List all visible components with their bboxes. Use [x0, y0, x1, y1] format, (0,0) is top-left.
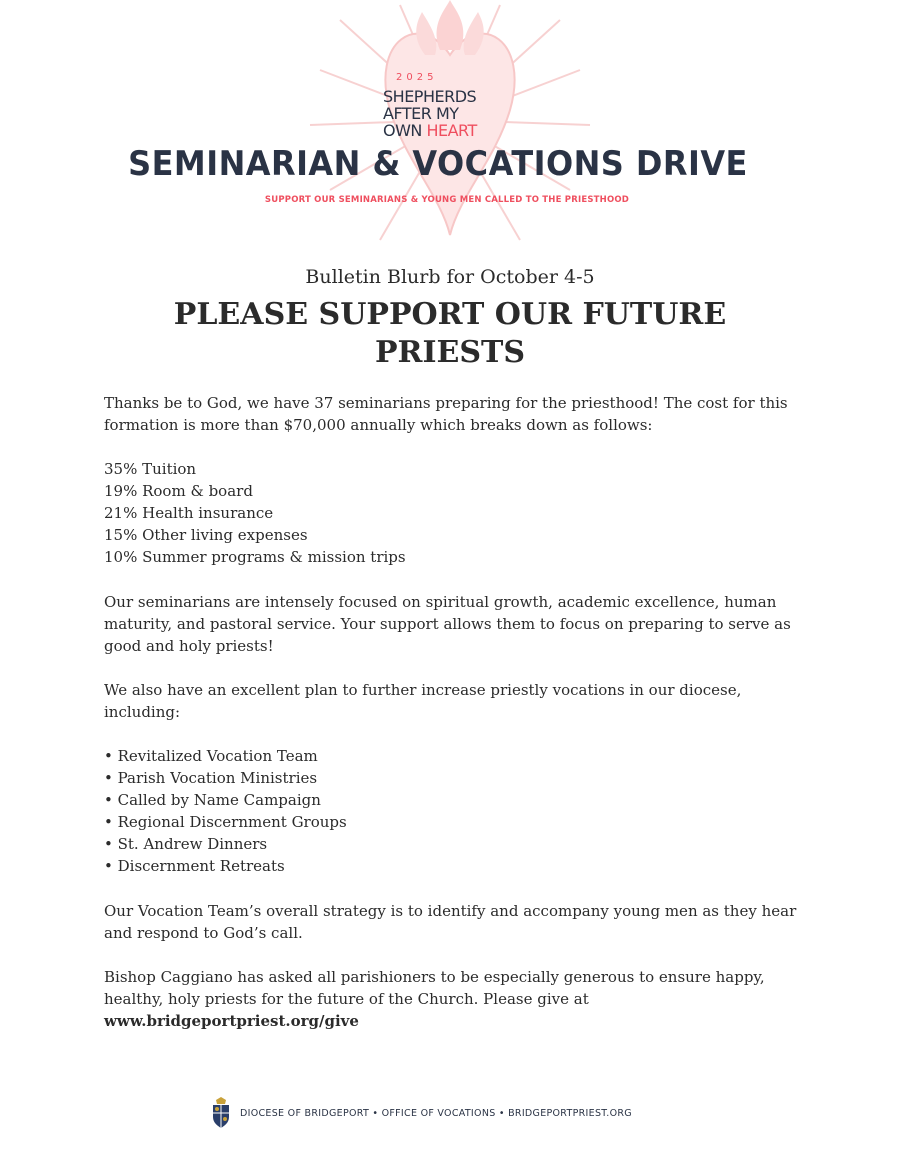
drive-subtitle: SUPPORT OUR SEMINARIANS & YOUNG MEN CALLED TO THE PRIESTHOOD [264, 195, 630, 205]
footer [210, 1097, 690, 1129]
logo-line-1: SHEPHERDS [383, 87, 477, 106]
list-item: • Parish Vocation Ministries [104, 769, 318, 787]
list-item: 21% Health insurance [104, 504, 274, 522]
give-link[interactable]: www.bridgeportpriest.org/give [104, 1012, 359, 1030]
list-item: • Revitalized Vocation Team [104, 747, 318, 765]
list-item: • St. Andrew Dinners [104, 835, 268, 853]
logo-line-3 [383, 122, 523, 139]
footer-text: DIOCESE OF BRIDGEPORT • OFFICE OF VOCATIONS • BRIDGEPORTPRIEST.ORG [240, 1107, 632, 1119]
logo-line-2: AFTER MY [383, 104, 459, 123]
blurb-title: PLEASE SUPPORT OUR FUTURE PRIESTS [173, 297, 727, 370]
intro-paragraph: Thanks be to God, we have 37 seminarians preparing for the priesthood! The cost for this formation is more than $70,000 annually which breaks down as follows: [104, 394, 788, 434]
logo-line-3-accent: HEART [426, 121, 477, 140]
list-item: 15% Other living expenses [104, 526, 308, 544]
header-banner [0, 0, 900, 245]
list-item: 35% Tuition [104, 460, 197, 478]
list-item: • Discernment Retreats [104, 857, 285, 875]
list-item: 10% Summer programs & mission trips [104, 548, 406, 566]
focus-paragraph: Our seminarians are intensely focused on spiritual growth, academic excellence, human maturity, and pastoral service. Your support allows them to focus on preparing to serve as good and holy priests! [104, 593, 791, 655]
plan-intro-paragraph: We also have an excellent plan to further increase priestly vocations in our diocese, including: [104, 681, 742, 721]
cost-breakdown-list [104, 458, 704, 568]
appeal-text: Bishop Caggiano has asked all parishioners to be especially generous to ensure happy, healthy, holy priests for the future of the Church. Please give at [104, 968, 765, 1008]
list-item: 19% Room & board [104, 482, 253, 500]
blurb-heading: Bulletin Blurb for October 4-5 [305, 266, 595, 288]
logo-line-3-prefix: OWN [383, 121, 427, 140]
appeal-paragraph [104, 966, 804, 1032]
vocation-plan-list [104, 745, 704, 877]
diocese-crest-icon [210, 1097, 232, 1129]
list-item: • Regional Discernment Groups [104, 813, 347, 831]
logo-year: 2025 [396, 72, 438, 83]
strategy-paragraph: Our Vocation Team’s overall strategy is to identify and accompany young men as they hear and respond to God’s call. [104, 902, 797, 942]
list-item: • Called by Name Campaign [104, 791, 321, 809]
drive-title: SEMINARIAN & VOCATIONS DRIVE [128, 144, 748, 184]
